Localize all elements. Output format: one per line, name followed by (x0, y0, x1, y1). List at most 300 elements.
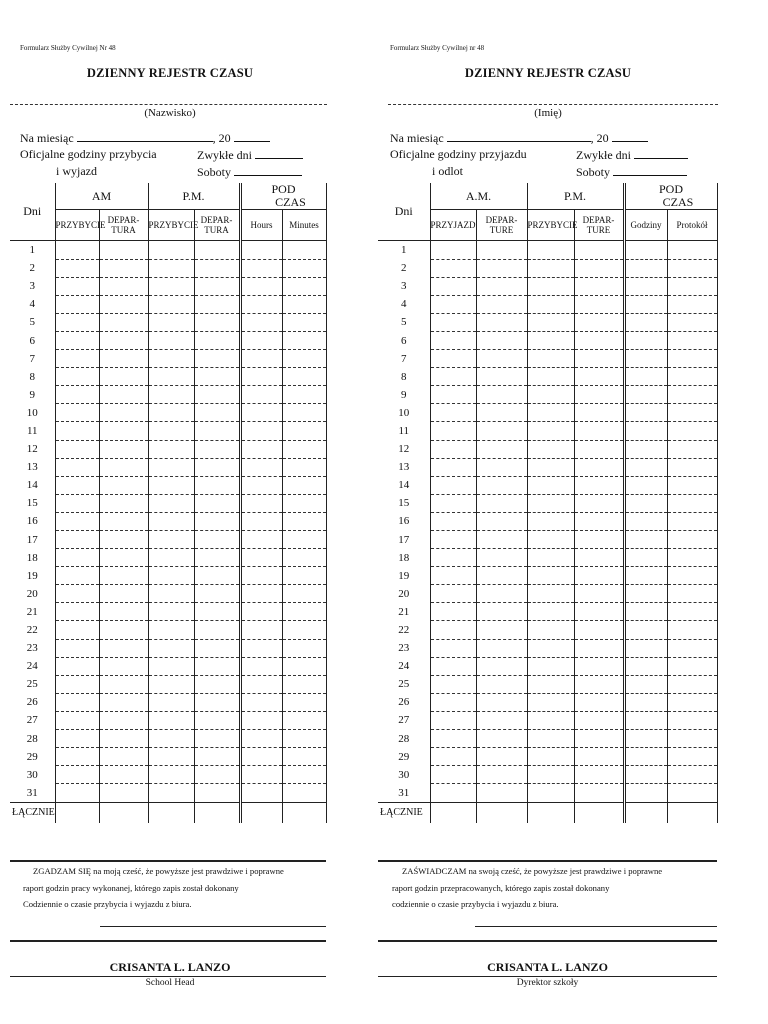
time-entry-cell[interactable] (240, 422, 282, 440)
time-entry-cell[interactable] (194, 748, 240, 766)
time-entry-cell[interactable] (148, 386, 194, 404)
time-entry-cell[interactable] (148, 531, 194, 549)
time-entry-cell[interactable] (574, 440, 624, 458)
total-cell[interactable] (55, 802, 99, 823)
time-entry-cell[interactable] (624, 512, 667, 530)
time-entry-cell[interactable] (574, 386, 624, 404)
time-entry-cell[interactable] (99, 241, 148, 260)
time-entry-cell[interactable] (527, 730, 574, 748)
time-entry-cell[interactable] (282, 549, 326, 567)
time-entry-cell[interactable] (430, 549, 476, 567)
time-entry-cell[interactable] (55, 531, 99, 549)
time-entry-cell[interactable] (194, 241, 240, 260)
time-entry-cell[interactable] (99, 621, 148, 639)
time-entry-cell[interactable] (667, 657, 717, 675)
time-entry-cell[interactable] (667, 730, 717, 748)
time-entry-cell[interactable] (240, 657, 282, 675)
time-entry-cell[interactable] (624, 531, 667, 549)
time-entry-cell[interactable] (282, 784, 326, 803)
time-entry-cell[interactable] (527, 386, 574, 404)
time-entry-cell[interactable] (527, 368, 574, 386)
time-entry-cell[interactable] (574, 784, 624, 803)
time-entry-cell[interactable] (240, 494, 282, 512)
time-entry-cell[interactable] (148, 621, 194, 639)
time-entry-cell[interactable] (430, 531, 476, 549)
time-entry-cell[interactable] (574, 639, 624, 657)
time-entry-cell[interactable] (55, 748, 99, 766)
time-entry-cell[interactable] (148, 675, 194, 693)
time-entry-cell[interactable] (240, 313, 282, 331)
regular-days-field[interactable] (255, 147, 303, 159)
time-entry-cell[interactable] (430, 603, 476, 621)
total-cell[interactable] (148, 802, 194, 823)
time-entry-cell[interactable] (527, 295, 574, 313)
time-entry-cell[interactable] (476, 422, 527, 440)
time-entry-cell[interactable] (476, 494, 527, 512)
time-entry-cell[interactable] (55, 549, 99, 567)
time-entry-cell[interactable] (430, 639, 476, 657)
time-entry-cell[interactable] (430, 422, 476, 440)
time-entry-cell[interactable] (240, 730, 282, 748)
time-entry-cell[interactable] (282, 440, 326, 458)
time-entry-cell[interactable] (430, 331, 476, 349)
time-entry-cell[interactable] (667, 693, 717, 711)
time-entry-cell[interactable] (55, 368, 99, 386)
time-entry-cell[interactable] (527, 711, 574, 729)
time-entry-cell[interactable] (148, 512, 194, 530)
time-entry-cell[interactable] (624, 458, 667, 476)
time-entry-cell[interactable] (624, 350, 667, 368)
time-entry-cell[interactable] (527, 241, 574, 260)
time-entry-cell[interactable] (282, 639, 326, 657)
time-entry-cell[interactable] (99, 458, 148, 476)
time-entry-cell[interactable] (624, 549, 667, 567)
time-entry-cell[interactable] (99, 295, 148, 313)
time-entry-cell[interactable] (148, 350, 194, 368)
time-entry-cell[interactable] (667, 368, 717, 386)
time-entry-cell[interactable] (194, 404, 240, 422)
time-entry-cell[interactable] (282, 621, 326, 639)
time-entry-cell[interactable] (148, 259, 194, 277)
time-entry-cell[interactable] (55, 350, 99, 368)
time-entry-cell[interactable] (574, 549, 624, 567)
time-entry-cell[interactable] (148, 730, 194, 748)
time-entry-cell[interactable] (282, 494, 326, 512)
time-entry-cell[interactable] (55, 567, 99, 585)
time-entry-cell[interactable] (667, 621, 717, 639)
time-entry-cell[interactable] (624, 241, 667, 260)
time-entry-cell[interactable] (476, 295, 527, 313)
total-cell[interactable] (476, 802, 527, 823)
time-entry-cell[interactable] (282, 422, 326, 440)
time-entry-cell[interactable] (430, 277, 476, 295)
total-cell[interactable] (667, 802, 717, 823)
time-entry-cell[interactable] (282, 404, 326, 422)
time-entry-cell[interactable] (624, 639, 667, 657)
time-entry-cell[interactable] (55, 711, 99, 729)
time-entry-cell[interactable] (99, 531, 148, 549)
time-entry-cell[interactable] (667, 711, 717, 729)
time-entry-cell[interactable] (148, 748, 194, 766)
time-entry-cell[interactable] (282, 675, 326, 693)
time-entry-cell[interactable] (430, 494, 476, 512)
time-entry-cell[interactable] (99, 567, 148, 585)
time-entry-cell[interactable] (282, 241, 326, 260)
time-entry-cell[interactable] (574, 368, 624, 386)
time-entry-cell[interactable] (55, 784, 99, 803)
time-entry-cell[interactable] (55, 241, 99, 260)
time-entry-cell[interactable] (430, 386, 476, 404)
time-entry-cell[interactable] (148, 639, 194, 657)
time-entry-cell[interactable] (667, 440, 717, 458)
time-entry-cell[interactable] (527, 675, 574, 693)
time-entry-cell[interactable] (55, 693, 99, 711)
time-entry-cell[interactable] (667, 331, 717, 349)
time-entry-cell[interactable] (624, 675, 667, 693)
time-entry-cell[interactable] (574, 585, 624, 603)
time-entry-cell[interactable] (476, 784, 527, 803)
time-entry-cell[interactable] (240, 350, 282, 368)
time-entry-cell[interactable] (240, 621, 282, 639)
time-entry-cell[interactable] (148, 331, 194, 349)
time-entry-cell[interactable] (430, 784, 476, 803)
total-cell[interactable] (240, 802, 282, 823)
time-entry-cell[interactable] (624, 368, 667, 386)
time-entry-cell[interactable] (55, 730, 99, 748)
time-entry-cell[interactable] (240, 241, 282, 260)
time-entry-cell[interactable] (430, 295, 476, 313)
time-entry-cell[interactable] (430, 657, 476, 675)
time-entry-cell[interactable] (667, 295, 717, 313)
time-entry-cell[interactable] (194, 368, 240, 386)
time-entry-cell[interactable] (99, 639, 148, 657)
time-entry-cell[interactable] (194, 730, 240, 748)
time-entry-cell[interactable] (148, 766, 194, 784)
time-entry-cell[interactable] (282, 350, 326, 368)
time-entry-cell[interactable] (430, 350, 476, 368)
time-entry-cell[interactable] (282, 458, 326, 476)
time-entry-cell[interactable] (527, 639, 574, 657)
time-entry-cell[interactable] (148, 494, 194, 512)
time-entry-cell[interactable] (667, 277, 717, 295)
time-entry-cell[interactable] (574, 331, 624, 349)
time-entry-cell[interactable] (194, 440, 240, 458)
time-entry-cell[interactable] (624, 331, 667, 349)
time-entry-cell[interactable] (667, 603, 717, 621)
time-entry-cell[interactable] (99, 350, 148, 368)
time-entry-cell[interactable] (476, 567, 527, 585)
time-entry-cell[interactable] (55, 422, 99, 440)
time-entry-cell[interactable] (624, 494, 667, 512)
time-entry-cell[interactable] (148, 241, 194, 260)
time-entry-cell[interactable] (99, 585, 148, 603)
time-entry-cell[interactable] (148, 693, 194, 711)
time-entry-cell[interactable] (240, 331, 282, 349)
time-entry-cell[interactable] (194, 585, 240, 603)
time-entry-cell[interactable] (194, 494, 240, 512)
time-entry-cell[interactable] (240, 639, 282, 657)
month-field[interactable] (77, 130, 213, 142)
time-entry-cell[interactable] (430, 241, 476, 260)
total-cell[interactable] (194, 802, 240, 823)
time-entry-cell[interactable] (194, 784, 240, 803)
time-entry-cell[interactable] (99, 693, 148, 711)
time-entry-cell[interactable] (99, 711, 148, 729)
time-entry-cell[interactable] (430, 476, 476, 494)
time-entry-cell[interactable] (148, 549, 194, 567)
time-entry-cell[interactable] (99, 313, 148, 331)
time-entry-cell[interactable] (194, 295, 240, 313)
time-entry-cell[interactable] (240, 476, 282, 494)
time-entry-cell[interactable] (624, 766, 667, 784)
time-entry-cell[interactable] (55, 621, 99, 639)
time-entry-cell[interactable] (194, 277, 240, 295)
time-entry-cell[interactable] (430, 567, 476, 585)
time-entry-cell[interactable] (430, 748, 476, 766)
time-entry-cell[interactable] (527, 404, 574, 422)
time-entry-cell[interactable] (667, 386, 717, 404)
time-entry-cell[interactable] (574, 567, 624, 585)
time-entry-cell[interactable] (624, 259, 667, 277)
time-entry-cell[interactable] (240, 549, 282, 567)
time-entry-cell[interactable] (55, 331, 99, 349)
time-entry-cell[interactable] (667, 549, 717, 567)
time-entry-cell[interactable] (282, 368, 326, 386)
time-entry-cell[interactable] (55, 476, 99, 494)
time-entry-cell[interactable] (148, 567, 194, 585)
time-entry-cell[interactable] (282, 259, 326, 277)
total-cell[interactable] (574, 802, 624, 823)
time-entry-cell[interactable] (667, 639, 717, 657)
time-entry-cell[interactable] (194, 531, 240, 549)
time-entry-cell[interactable] (667, 748, 717, 766)
time-entry-cell[interactable] (430, 693, 476, 711)
time-entry-cell[interactable] (527, 531, 574, 549)
time-entry-cell[interactable] (667, 458, 717, 476)
time-entry-cell[interactable] (148, 657, 194, 675)
time-entry-cell[interactable] (99, 675, 148, 693)
time-entry-cell[interactable] (99, 277, 148, 295)
time-entry-cell[interactable] (194, 711, 240, 729)
time-entry-cell[interactable] (574, 259, 624, 277)
time-entry-cell[interactable] (476, 693, 527, 711)
time-entry-cell[interactable] (667, 259, 717, 277)
time-entry-cell[interactable] (99, 476, 148, 494)
time-entry-cell[interactable] (624, 730, 667, 748)
time-entry-cell[interactable] (624, 313, 667, 331)
time-entry-cell[interactable] (527, 350, 574, 368)
time-entry-cell[interactable] (667, 350, 717, 368)
time-entry-cell[interactable] (55, 603, 99, 621)
time-entry-cell[interactable] (240, 693, 282, 711)
time-entry-cell[interactable] (148, 313, 194, 331)
time-entry-cell[interactable] (282, 766, 326, 784)
time-entry-cell[interactable] (574, 512, 624, 530)
time-entry-cell[interactable] (148, 784, 194, 803)
time-entry-cell[interactable] (55, 404, 99, 422)
time-entry-cell[interactable] (148, 711, 194, 729)
time-entry-cell[interactable] (194, 693, 240, 711)
signature-line[interactable] (100, 926, 326, 927)
time-entry-cell[interactable] (99, 494, 148, 512)
time-entry-cell[interactable] (194, 422, 240, 440)
time-entry-cell[interactable] (282, 748, 326, 766)
time-entry-cell[interactable] (99, 440, 148, 458)
time-entry-cell[interactable] (527, 331, 574, 349)
time-entry-cell[interactable] (667, 567, 717, 585)
time-entry-cell[interactable] (667, 494, 717, 512)
time-entry-cell[interactable] (282, 657, 326, 675)
time-entry-cell[interactable] (430, 621, 476, 639)
time-entry-cell[interactable] (282, 730, 326, 748)
time-entry-cell[interactable] (55, 766, 99, 784)
time-entry-cell[interactable] (99, 422, 148, 440)
time-entry-cell[interactable] (99, 368, 148, 386)
time-entry-cell[interactable] (282, 585, 326, 603)
time-entry-cell[interactable] (624, 422, 667, 440)
time-entry-cell[interactable] (194, 259, 240, 277)
time-entry-cell[interactable] (527, 657, 574, 675)
time-entry-cell[interactable] (574, 422, 624, 440)
time-entry-cell[interactable] (574, 730, 624, 748)
time-entry-cell[interactable] (240, 567, 282, 585)
time-entry-cell[interactable] (148, 440, 194, 458)
time-entry-cell[interactable] (194, 458, 240, 476)
time-entry-cell[interactable] (527, 494, 574, 512)
time-entry-cell[interactable] (476, 766, 527, 784)
time-entry-cell[interactable] (476, 711, 527, 729)
time-entry-cell[interactable] (55, 494, 99, 512)
time-entry-cell[interactable] (527, 784, 574, 803)
time-entry-cell[interactable] (148, 277, 194, 295)
time-entry-cell[interactable] (574, 675, 624, 693)
time-entry-cell[interactable] (667, 313, 717, 331)
time-entry-cell[interactable] (667, 512, 717, 530)
time-entry-cell[interactable] (55, 295, 99, 313)
time-entry-cell[interactable] (240, 531, 282, 549)
time-entry-cell[interactable] (55, 585, 99, 603)
time-entry-cell[interactable] (624, 295, 667, 313)
time-entry-cell[interactable] (430, 404, 476, 422)
saturdays-field[interactable] (234, 164, 302, 176)
time-entry-cell[interactable] (194, 512, 240, 530)
signature-line[interactable] (475, 926, 717, 927)
time-entry-cell[interactable] (99, 766, 148, 784)
time-entry-cell[interactable] (194, 331, 240, 349)
time-entry-cell[interactable] (476, 512, 527, 530)
time-entry-cell[interactable] (194, 657, 240, 675)
time-entry-cell[interactable] (430, 766, 476, 784)
time-entry-cell[interactable] (667, 404, 717, 422)
time-entry-cell[interactable] (430, 458, 476, 476)
time-entry-cell[interactable] (667, 675, 717, 693)
time-entry-cell[interactable] (55, 458, 99, 476)
time-entry-cell[interactable] (624, 603, 667, 621)
time-entry-cell[interactable] (476, 404, 527, 422)
time-entry-cell[interactable] (148, 603, 194, 621)
time-entry-cell[interactable] (476, 748, 527, 766)
time-entry-cell[interactable] (624, 621, 667, 639)
time-entry-cell[interactable] (527, 693, 574, 711)
time-entry-cell[interactable] (282, 603, 326, 621)
time-entry-cell[interactable] (240, 440, 282, 458)
time-entry-cell[interactable] (667, 766, 717, 784)
time-entry-cell[interactable] (527, 313, 574, 331)
time-entry-cell[interactable] (574, 241, 624, 260)
time-entry-cell[interactable] (624, 386, 667, 404)
time-entry-cell[interactable] (476, 531, 527, 549)
time-entry-cell[interactable] (55, 639, 99, 657)
time-entry-cell[interactable] (194, 766, 240, 784)
time-entry-cell[interactable] (574, 657, 624, 675)
time-entry-cell[interactable] (476, 350, 527, 368)
total-cell[interactable] (527, 802, 574, 823)
time-entry-cell[interactable] (240, 259, 282, 277)
time-entry-cell[interactable] (476, 241, 527, 260)
time-entry-cell[interactable] (148, 458, 194, 476)
time-entry-cell[interactable] (476, 549, 527, 567)
time-entry-cell[interactable] (476, 730, 527, 748)
time-entry-cell[interactable] (527, 549, 574, 567)
time-entry-cell[interactable] (240, 386, 282, 404)
time-entry-cell[interactable] (240, 277, 282, 295)
time-entry-cell[interactable] (574, 494, 624, 512)
time-entry-cell[interactable] (99, 603, 148, 621)
time-entry-cell[interactable] (282, 476, 326, 494)
time-entry-cell[interactable] (476, 621, 527, 639)
time-entry-cell[interactable] (527, 259, 574, 277)
time-entry-cell[interactable] (99, 512, 148, 530)
time-entry-cell[interactable] (527, 277, 574, 295)
time-entry-cell[interactable] (430, 675, 476, 693)
time-entry-cell[interactable] (282, 531, 326, 549)
time-entry-cell[interactable] (624, 693, 667, 711)
time-entry-cell[interactable] (240, 404, 282, 422)
time-entry-cell[interactable] (282, 386, 326, 404)
time-entry-cell[interactable] (240, 766, 282, 784)
time-entry-cell[interactable] (430, 368, 476, 386)
time-entry-cell[interactable] (194, 567, 240, 585)
time-entry-cell[interactable] (574, 350, 624, 368)
regular-days-field[interactable] (634, 147, 688, 159)
time-entry-cell[interactable] (574, 531, 624, 549)
time-entry-cell[interactable] (240, 784, 282, 803)
time-entry-cell[interactable] (55, 386, 99, 404)
time-entry-cell[interactable] (99, 784, 148, 803)
time-entry-cell[interactable] (194, 313, 240, 331)
time-entry-cell[interactable] (574, 295, 624, 313)
time-entry-cell[interactable] (194, 350, 240, 368)
time-entry-cell[interactable] (574, 711, 624, 729)
time-entry-cell[interactable] (55, 259, 99, 277)
time-entry-cell[interactable] (476, 277, 527, 295)
time-entry-cell[interactable] (574, 313, 624, 331)
time-entry-cell[interactable] (148, 422, 194, 440)
time-entry-cell[interactable] (99, 386, 148, 404)
time-entry-cell[interactable] (282, 693, 326, 711)
time-entry-cell[interactable] (476, 585, 527, 603)
time-entry-cell[interactable] (99, 748, 148, 766)
time-entry-cell[interactable] (430, 313, 476, 331)
time-entry-cell[interactable] (667, 531, 717, 549)
time-entry-cell[interactable] (99, 331, 148, 349)
time-entry-cell[interactable] (194, 549, 240, 567)
time-entry-cell[interactable] (624, 404, 667, 422)
time-entry-cell[interactable] (240, 585, 282, 603)
time-entry-cell[interactable] (55, 277, 99, 295)
time-entry-cell[interactable] (667, 241, 717, 260)
time-entry-cell[interactable] (667, 422, 717, 440)
